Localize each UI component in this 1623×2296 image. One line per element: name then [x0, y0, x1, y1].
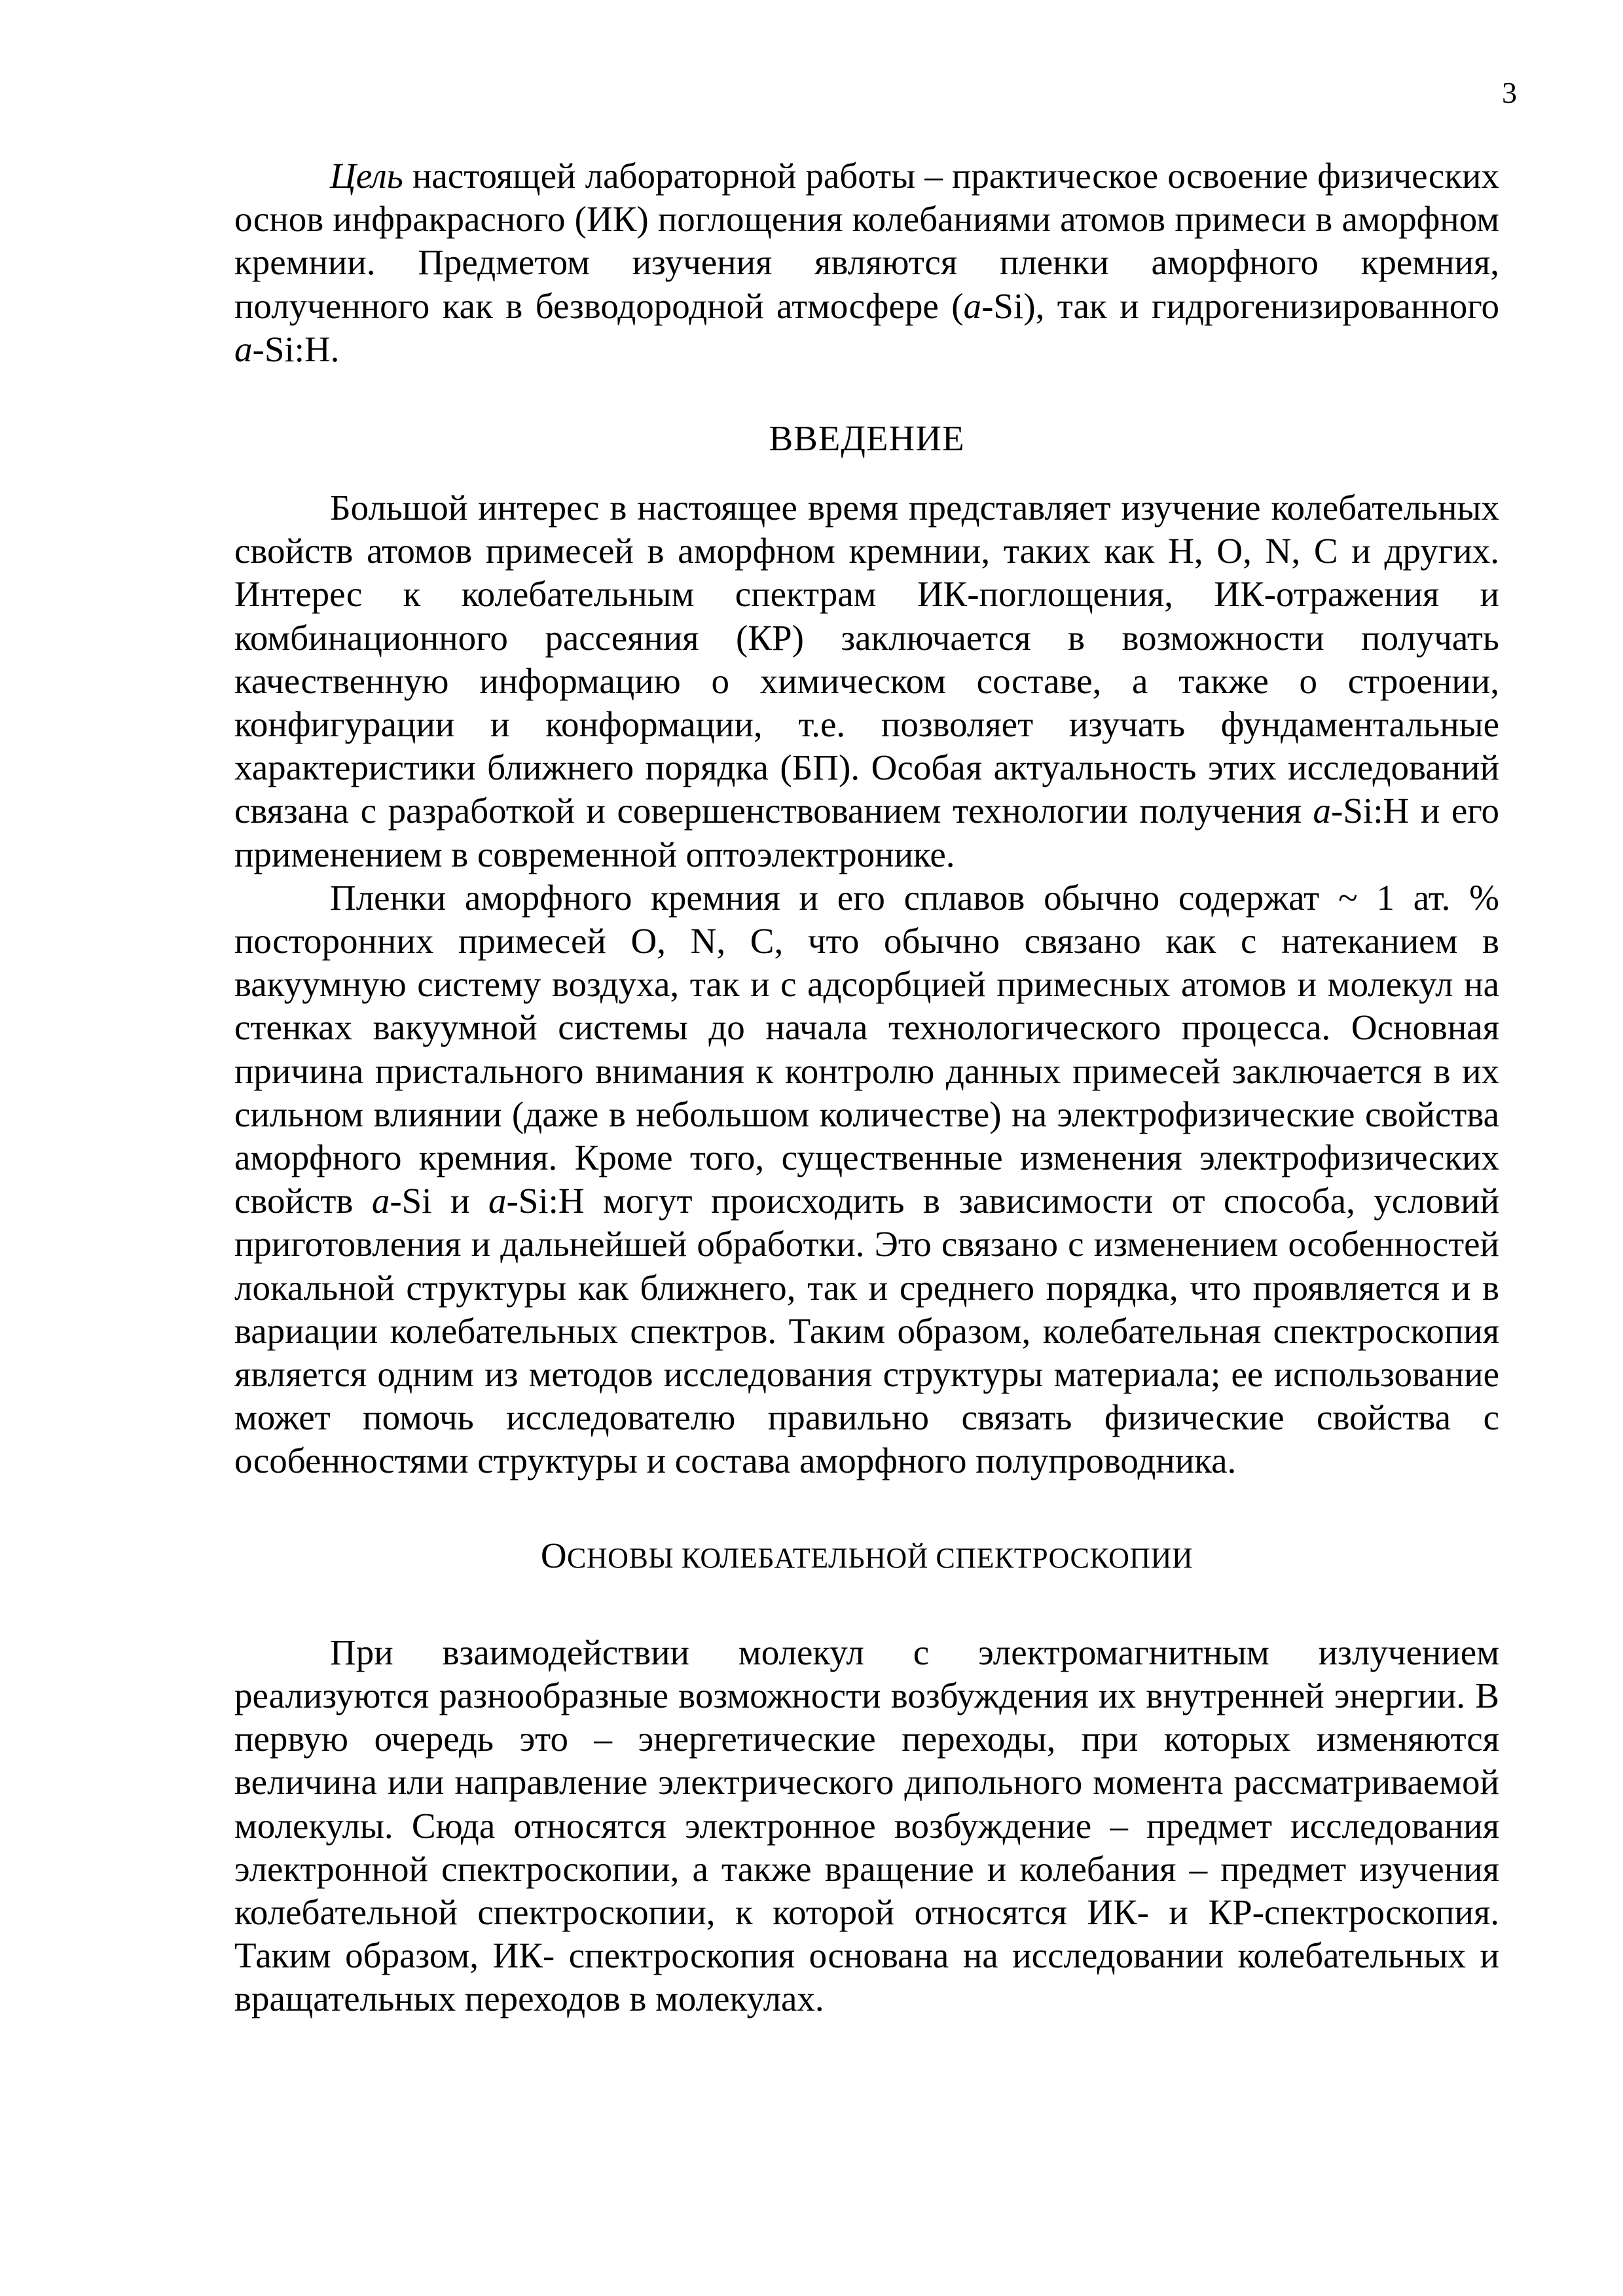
- section-heading-intro: ВВЕДЕНИЕ: [769, 418, 965, 459]
- intro-paragraph-2: Пленки аморфного кремния и его сплавов обычно содержат ~ 1 ат. % посторонних примесей O, N, C, что обычно связано как с натеканием в вакуумную систему воздуха, так и с адсорбцией примесных атомов и молекул на стенках вакуумной системы до начала технологического процесса. Основная причина пристального внимания к контролю данных примесей заключается в их сильном влиянии (даже в небольшом количестве) на электрофизические свойства аморфного кремния. Кроме того, существенные изменения электрофизических свойств a-Si и a-Si:H могут происходить в зависимости от способа, условий приготовления и дальнейшей обработки. Это связано с изменением особенностей локальной структуры как ближнего, так и среднего порядка, что проявляется и в вариации колебательных спектров. Таким образом, колебательная спектроскопия является одним из методов исследования структуры материала; ее использование может помочь исследователю правильно связать физические свойства с особенностями структуры и состава аморфного полупроводника.: [234, 877, 1499, 1481]
- document-body: [234, 154, 1499, 2021]
- basics-paragraph-1: При взаимодействии молекул с электромагнитным излучением реализуются разнообразные возможности возбуждения их внутренней энергии. В первую очередь это – энергетические переходы, при которых изменяются величина или направление электрического дипольного момента рассматриваемой молекулы. Сюда относятся электронное возбуждение – предмет исследования электронной спектроскопии, а также вращение и колебания – предмет изучения колебательной спектроскопии, к которой относятся ИК- и КР-спектроскопия. Таким образом, ИК- спектроскопия основана на исследовании колебательных и вращательных переходов в молекулах.: [234, 1632, 1499, 2019]
- page-number: 3: [1502, 76, 1517, 109]
- goal-paragraph: Цель настоящей лабораторной работы – практическое освоение физических основ инфракрасного (ИК) поглощения колебаниями атомов примеси в аморфном кремнии. Предметом изучения являются пленки аморфного кремния, полученного как в безводородной атмосфере (a-Si), так и гидрогенизированного a-Si:H.: [234, 156, 1499, 369]
- intro-paragraph-1: Большой интерес в настоящее время представляет изучение колебательных свойств атомов примесей в аморфном кремнии, таких как H, O, N, C и других. Интерес к колебательным спектрам ИК-поглощения, ИК-отражения и комбинационного рассеяния (КР) заключается в возможности получать качественную информацию о химическом составе, а также о строении, конфигурации и конформации, т.е. позволяет изучать фундаментальные характеристики ближнего порядка (БП). Особая актуальность этих исследований связана с разработкой и совершенствованием технологии получения a-Si:H и его применением в современной оптоэлектронике.: [234, 488, 1499, 874]
- section-heading-basics: ОСНОВЫ КОЛЕБАТЕЛЬНОЙ СПЕКТРОСКОПИИ: [540, 1535, 1194, 1575]
- goal-lead: Цель: [330, 156, 403, 196]
